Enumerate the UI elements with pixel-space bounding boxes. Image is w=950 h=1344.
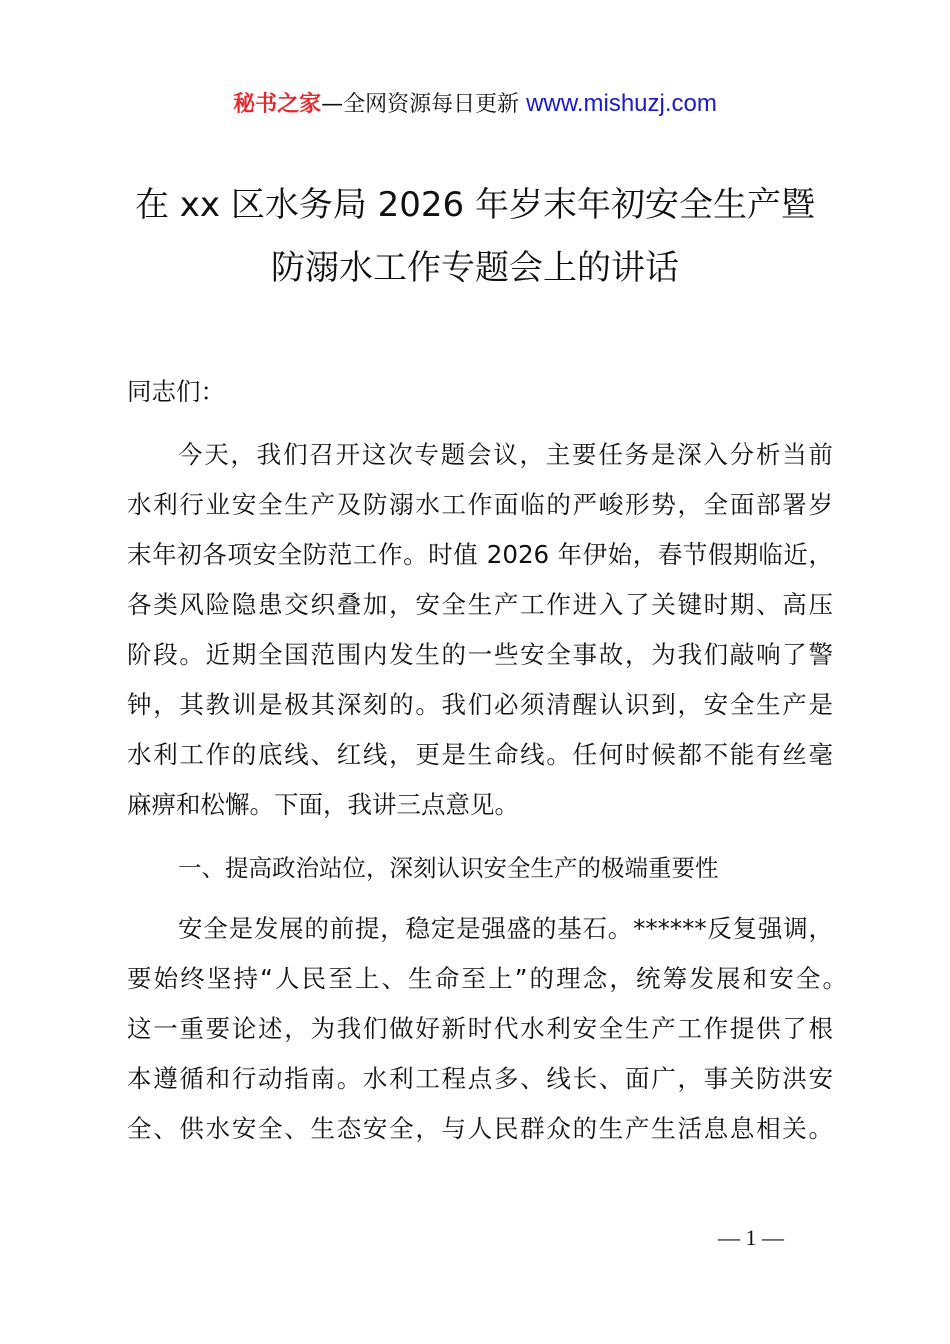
document-title-line-2: 防溺水工作专题会上的讲话 (271, 248, 679, 288)
paragraph-line: 水利行业安全生产及防溺水工作面临的严峻形势，全面部署岁 (127, 490, 833, 519)
site-url-link[interactable]: www.mishuzj.com (526, 90, 717, 117)
paragraph-line: 阶段。近期全国范围内发生的一些安全事故，为我们敲响了警 (127, 640, 833, 669)
page-number: — 1 — (718, 1225, 784, 1250)
paragraph-line: 这一重要论述，为我们做好新时代水利安全生产工作提供了根 (127, 1014, 833, 1043)
paragraph-line: 各类风险隐患交织叠加，安全生产工作进入了关键时期、高压 (127, 590, 833, 619)
salutation: 同志们： (127, 377, 225, 406)
brand-name: 秘书之家 (233, 92, 322, 117)
site-banner (0, 88, 950, 121)
paragraph-line: 要始终坚持“人民至上、生命至上”的理念，统筹发展和安全。 (127, 964, 847, 993)
paragraph-line: 本遵循和行动指南。水利工程点多、线长、面广，事关防洪安 (127, 1064, 833, 1093)
section-heading: 一、提高政治站位，深刻认识安全生产的极端重要性 (178, 854, 719, 882)
paragraph-line: 麻痹和松懈。下面，我讲三点意见。 (127, 790, 519, 819)
paragraph-line: 水利工作的底线、红线，更是生命线。任何时候都不能有丝毫 (127, 740, 833, 769)
paragraph-line: 安全是发展的前提，稳定是强盛的基石。******反复强调， (178, 914, 833, 943)
paragraph-line: 今天，我们召开这次专题会议，主要任务是深入分析当前 (178, 440, 833, 469)
paragraph-line: 全、供水安全、生态安全，与人民群众的生产生活息息相关。 (127, 1114, 833, 1143)
paragraph-line: 末年初各项安全防范工作。时值 2026 年伊始，春节假期临近， (127, 540, 833, 569)
banner-slogan: —全网资源每日更新 (321, 92, 527, 117)
paragraph-line: 钟，其教训是极其深刻的。我们必须清醒认识到，安全生产是 (127, 690, 833, 719)
document-title-line-1: 在 xx 区水务局 2026 年岁末年初安全生产暨 (135, 185, 815, 225)
